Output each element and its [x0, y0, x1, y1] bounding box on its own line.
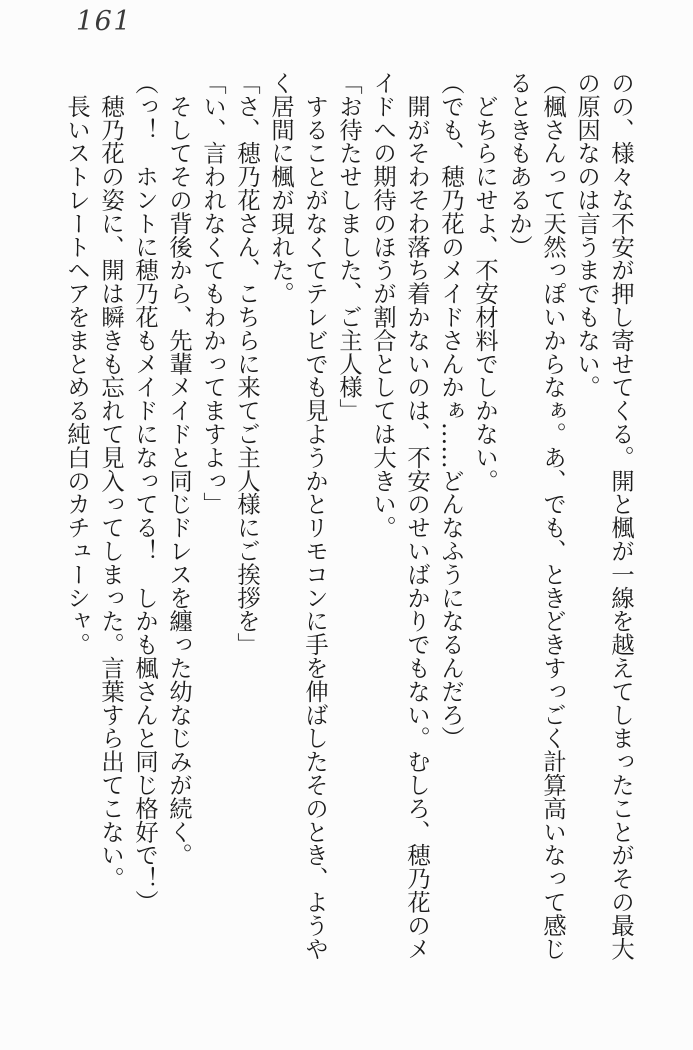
text-line: イドへの期待のほうが割合としては大きい。	[369, 71, 396, 539]
text-line: のの、様々な不安が押し寄せてくる。開と楓が一線を越えてしまったことがその最大	[607, 71, 634, 961]
text-line: く居間に楓が現れた。	[267, 71, 294, 305]
text-line: 「さ、穂乃花さん、こちらに来てご主人様にご挨拶を」	[233, 71, 260, 656]
text-line: るときもあるか）	[505, 71, 532, 259]
text-line: の原因なのは言うまでもない。	[573, 71, 600, 399]
text-line: 「お待たせしました、ご主人様」	[335, 71, 362, 422]
text-line: そしてその背後から、先輩メイドと同じドレスを纏った幼なじみが続く。	[165, 71, 192, 867]
text-line: （楓さんって天然っぽいからなぁ。あ、でも、ときどきすっごく計算高いなって感じ	[539, 71, 566, 961]
text-line: （でも、穂乃花のメイドさんかぁ……どんなふうになるんだろ）	[437, 71, 464, 750]
text-line: 「い、言われなくてもわかってますよっ」	[199, 71, 226, 516]
text-line: 穂乃花の姿に、開は瞬きも忘れて見入ってしまった。言葉すら出てこない。	[97, 71, 124, 890]
page-number: 161	[76, 6, 133, 37]
text-line: どちらにせよ、不安材料でしかない。	[471, 71, 498, 493]
text-line: 開がそわそわ落ち着かないのは、不安のせいばかりでもない。むしろ、穂乃花のメ	[403, 71, 430, 961]
body-text-block	[59, 71, 637, 967]
text-line: （っ！ ホントに穂乃花もメイドになってる！ しかも楓さんと同じ格好で！）	[131, 71, 158, 914]
text-line: することがなくてテレビでも見ようかとリモコンに手を伸ばしたそのとき、ようや	[301, 71, 328, 961]
text-line: 長いストレートヘアをまとめる純白のカチューシャ。	[63, 71, 90, 656]
